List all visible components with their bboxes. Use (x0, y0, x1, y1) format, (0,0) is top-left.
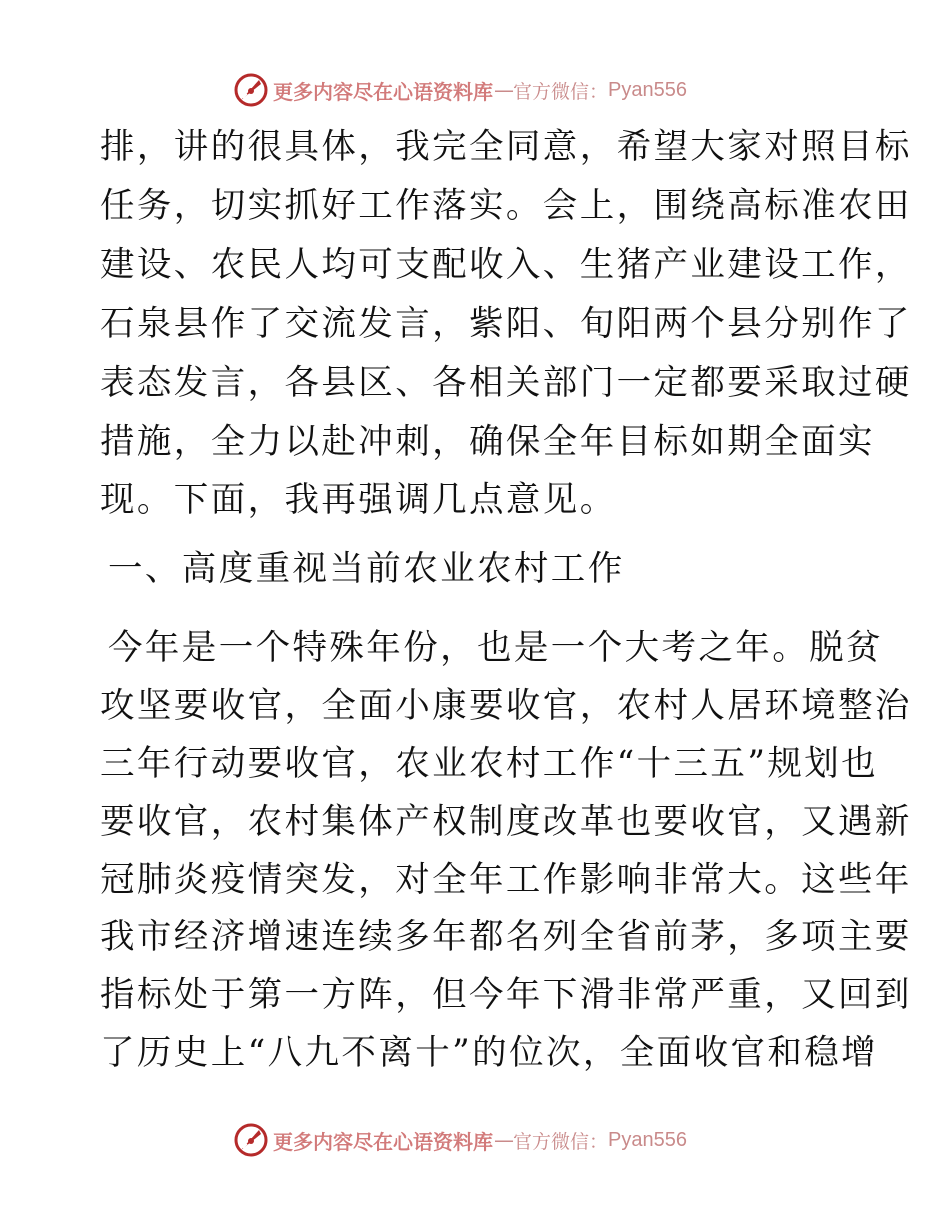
watermark-brand: 更多内容尽在心语资料库 (273, 1129, 493, 1154)
watermark-contact-id: Pyan556 (608, 1128, 687, 1151)
watermark-footer (233, 1122, 687, 1158)
watermark-brand: 更多内容尽在心语资料库 (273, 79, 493, 104)
watermark-separator: — (494, 78, 512, 102)
paragraph-line: 要收官，农村集体产权制度改革也要收官，又遇新 (100, 802, 912, 842)
body-line: 任务，切实抓好工作落实。会上，围绕高标准农田 (100, 186, 912, 226)
paragraph-line: 攻坚要收官，全面小康要收官，农村人居环境整治 (100, 686, 912, 726)
body-line: 现。下面，我再强调几点意见。 (100, 480, 617, 520)
paragraph-line: 了历史上“八九不离十”的位次，全面收官和稳增 (100, 1033, 879, 1073)
body-line: 措施，全力以赴冲刺，确保全年目标如期全面实 (100, 422, 875, 462)
watermark-contact-label: 官方微信： (513, 80, 609, 103)
watermark-separator: — (494, 1128, 512, 1152)
body-line: 排，讲的很具体，我完全同意，希望大家对照目标 (100, 127, 912, 167)
watermark-contact-label: 官方微信： (513, 1130, 609, 1153)
feather-pen-logo-icon (233, 72, 269, 108)
paragraph-line: 三年行动要收官，农业农村工作“十三五”规划也 (100, 744, 879, 784)
watermark-contact-id: Pyan556 (608, 78, 687, 101)
body-line: 表态发言，各县区、各相关部门一定都要采取过硬 (100, 363, 912, 403)
body-line: 石泉县作了交流发言，紫阳、旬阳两个县分别作了 (100, 304, 912, 344)
section-heading: 一、高度重视当前农业农村工作 (108, 549, 625, 589)
feather-pen-logo-icon (233, 1122, 269, 1158)
watermark-header (233, 72, 687, 108)
paragraph-line: 我市经济增速连续多年都名列全省前茅，多项主要 (100, 917, 912, 957)
paragraph-line: 冠肺炎疫情突发，对全年工作影响非常大。这些年 (100, 860, 912, 900)
paragraph-line: 今年是一个特殊年份，也是一个大考之年。脱贫 (108, 628, 883, 668)
body-line: 建设、农民人均可支配收入、生猪产业建设工作， (100, 245, 912, 285)
paragraph-line: 指标处于第一方阵，但今年下滑非常严重，又回到 (100, 975, 912, 1015)
